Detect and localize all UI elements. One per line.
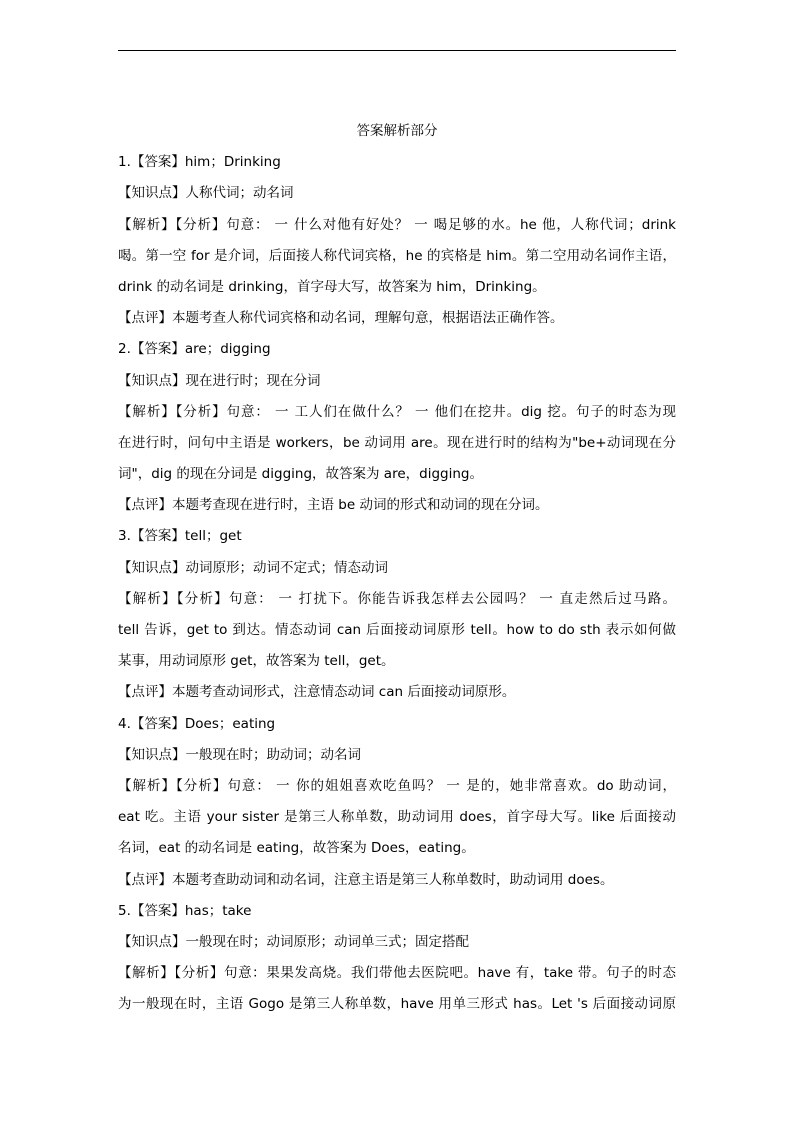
answer-line: 2.【答案】are；digging [118,341,271,358]
answer-line: 4.【答案】Does；eating [118,715,276,732]
analysis-line: eat 吃。主语 your sister 是第三人称单数，助动词用 does，首字母大写。like 后面接动 [118,809,676,826]
comment-line: 【点评】本题考查现在进行时，主语 be 动词的形式和动词的现在分词。 [118,497,549,514]
analysis-line: 在进行时，问句中主语是 workers，be 动词用 are。现在进行时的结构为"be+动词现在分 [118,434,676,451]
analysis-line: 某事，用动词原形 get，故答案为 tell，get。 [118,653,395,670]
knowledge-line: 【知识点】一般现在时；动词原形；动词单三式；固定搭配 [118,933,469,950]
analysis-line: 【解析】【分析】句意： 一 打扰下。你能告诉我怎样去公园吗？ 一 直走然后过马路。 [118,590,676,607]
knowledge-line: 【知识点】人称代词；动名词 [118,185,294,202]
comment-line: 【点评】本题考查人称代词宾格和动名词，理解句意，根据语法正确作答。 [118,310,564,327]
answer-item-4 [118,709,676,896]
analysis-line: drink 的动名词是 drinking，首字母大写，故答案为 him，Drinking。 [118,278,546,295]
analysis-line: 【解析】【分析】句意： 一 什么对他有好处？ 一 喝足够的水。he 他，人称代词；drink [118,216,676,233]
comment-line: 【点评】本题考查助动词和动名词，注意主语是第三人称单数时，助动词用 does。 [118,871,614,888]
document-body [118,116,676,1020]
answer-item-2 [118,334,676,521]
answer-line: 1.【答案】him；Drinking [118,154,281,171]
answer-item-3 [118,521,676,708]
answer-item-1 [118,147,676,334]
section-title: 答案解析部分 [356,123,438,139]
answer-line: 3.【答案】tell；get [118,528,242,545]
analysis-line: 词"，dig 的现在分词是 digging，故答案为 are，digging。 [118,466,483,483]
analysis-line: 【解析】【分析】句意： 一 你的姐姐喜欢吃鱼吗？ 一 是的，她非常喜欢。do 助动词， [118,777,676,794]
analysis-line: 【解析】【分析】句意：果果发高烧。我们带他去医院吧。have 有，take 带。句子的时态 [118,965,676,982]
answer-line: 5.【答案】has；take [118,902,252,919]
analysis-line: 【解析】【分析】句意： 一 工人们在做什么？ 一 他们在挖井。dig 挖。句子的时态为现 [118,403,676,420]
analysis-line: 名词，eat 的动名词是 eating，故答案为 Does，eating。 [118,840,475,857]
answer-item-5 [118,896,676,1021]
knowledge-line: 【知识点】现在进行时；现在分词 [118,372,321,389]
knowledge-line: 【知识点】动词原形；动词不定式；情态动词 [118,559,388,576]
knowledge-line: 【知识点】一般现在时；助动词；动名词 [118,746,361,763]
analysis-line: 喝。第一空 for 是介词，后面接人称代词宾格，he 的宾格是 him。第二空用动名词作主语， [118,247,676,264]
header-rule [118,50,676,51]
comment-line: 【点评】本题考查动词形式，注意情态动词 can 后面接动词原形。 [118,684,516,701]
analysis-line: tell 告诉，get to 到达。情态动词 can 后面接动词原形 tell。how to do sth 表示如何做 [118,622,676,638]
analysis-line: 为一般现在时，主语 Gogo 是第三人称单数，have 用单三形式 has。Let 's 后面接动词原 [118,996,676,1013]
